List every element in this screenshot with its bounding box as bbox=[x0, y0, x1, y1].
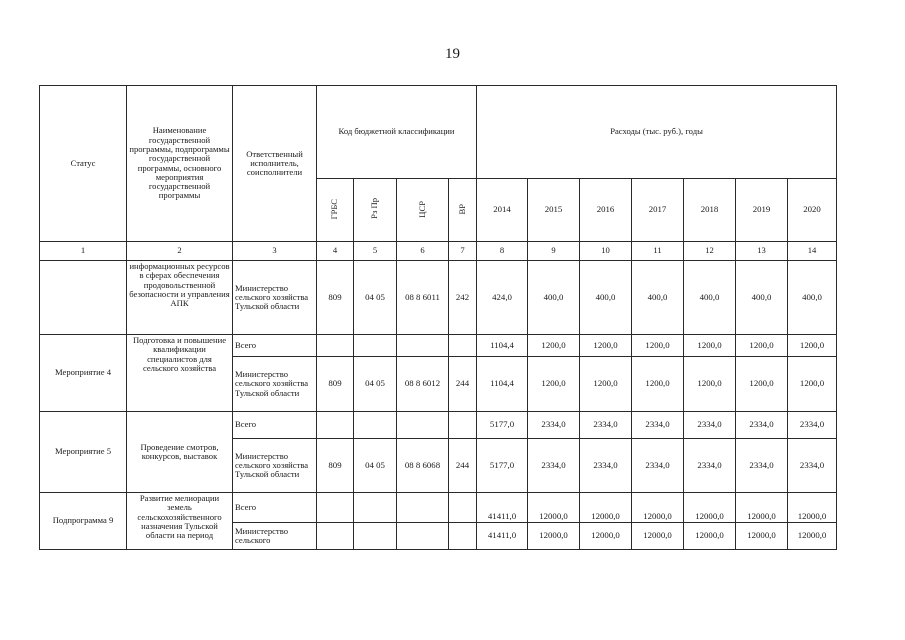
responsible-cell: Министерство сельского bbox=[233, 523, 317, 550]
vr-cell bbox=[449, 412, 477, 439]
grbs-cell bbox=[317, 335, 354, 357]
header-expenses: Расходы (тыс. руб.), годы bbox=[477, 86, 837, 179]
header-name: Наименование государственной программы, подпрограммы государственной программы, основного мероприятия государственной программы bbox=[127, 86, 233, 242]
rzpr-cell bbox=[354, 493, 397, 523]
header-year: 2020 bbox=[788, 179, 837, 242]
responsible-cell: Министерство сельского хозяйства Тульской области bbox=[233, 439, 317, 493]
header-code-csr: ЦСР bbox=[397, 179, 449, 242]
header-year: 2018 bbox=[684, 179, 736, 242]
value-cell: 5177,0 bbox=[477, 439, 528, 493]
value-cell: 12000,0 bbox=[528, 523, 580, 550]
value-cell: 1200,0 bbox=[528, 357, 580, 412]
value-cell: 1200,0 bbox=[788, 335, 837, 357]
csr-cell bbox=[397, 493, 449, 523]
column-number: 9 bbox=[528, 242, 580, 261]
value-cell: 2334,0 bbox=[528, 412, 580, 439]
value-cell: 1200,0 bbox=[632, 335, 684, 357]
value-cell: 2334,0 bbox=[580, 439, 632, 493]
column-number: 5 bbox=[354, 242, 397, 261]
header-year: 2015 bbox=[528, 179, 580, 242]
column-number: 7 bbox=[449, 242, 477, 261]
header-code-rzpr: Рз Пр bbox=[354, 179, 397, 242]
column-number: 4 bbox=[317, 242, 354, 261]
grbs-cell bbox=[317, 412, 354, 439]
value-cell: 400,0 bbox=[632, 261, 684, 335]
value-cell: 400,0 bbox=[788, 261, 837, 335]
vr-cell: 242 bbox=[449, 261, 477, 335]
column-number: 12 bbox=[684, 242, 736, 261]
header-year: 2016 bbox=[580, 179, 632, 242]
csr-cell bbox=[397, 412, 449, 439]
responsible-cell: Всего bbox=[233, 412, 317, 439]
value-cell: 2334,0 bbox=[632, 439, 684, 493]
csr-cell: 08 8 6012 bbox=[397, 357, 449, 412]
value-cell: 2334,0 bbox=[580, 412, 632, 439]
name-cell: Подготовка и повышение квалификации специалистов для сельского хозяйства bbox=[127, 335, 233, 412]
value-cell: 2334,0 bbox=[736, 439, 788, 493]
page-number: 19 bbox=[445, 46, 460, 62]
value-cell: 1104,4 bbox=[477, 335, 528, 357]
vr-cell bbox=[449, 335, 477, 357]
value-cell: 1200,0 bbox=[580, 335, 632, 357]
name-cell: Проведение смотров, конкурсов, выставок bbox=[127, 412, 233, 493]
status-cell: Мероприятие 5 bbox=[40, 412, 127, 493]
budget-table bbox=[39, 85, 837, 550]
value-cell: 424,0 bbox=[477, 261, 528, 335]
value-cell: 12000,0 bbox=[788, 523, 837, 550]
header-row-top bbox=[40, 86, 837, 179]
value-cell: 12000,0 bbox=[580, 523, 632, 550]
value-cell: 1104,4 bbox=[477, 357, 528, 412]
value-cell: 400,0 bbox=[736, 261, 788, 335]
value-cell: 2334,0 bbox=[632, 412, 684, 439]
value-cell: 1200,0 bbox=[736, 357, 788, 412]
vr-cell bbox=[449, 523, 477, 550]
csr-cell: 08 8 6068 bbox=[397, 439, 449, 493]
column-number-row bbox=[40, 242, 837, 261]
grbs-cell: 809 bbox=[317, 439, 354, 493]
header-year: 2019 bbox=[736, 179, 788, 242]
vr-cell: 244 bbox=[449, 439, 477, 493]
value-cell: 400,0 bbox=[528, 261, 580, 335]
status-cell bbox=[40, 261, 127, 335]
value-cell: 12000,0 bbox=[632, 493, 684, 523]
header-year: 2014 bbox=[477, 179, 528, 242]
responsible-cell: Министерство сельского хозяйства Тульской области bbox=[233, 357, 317, 412]
table-row bbox=[40, 335, 837, 357]
value-cell: 12000,0 bbox=[580, 493, 632, 523]
value-cell: 12000,0 bbox=[528, 493, 580, 523]
rzpr-cell bbox=[354, 335, 397, 357]
column-number: 6 bbox=[397, 242, 449, 261]
column-number: 3 bbox=[233, 242, 317, 261]
value-cell: 400,0 bbox=[684, 261, 736, 335]
value-cell: 41411,0 bbox=[477, 523, 528, 550]
value-cell: 12000,0 bbox=[632, 523, 684, 550]
status-cell: Мероприятие 4 bbox=[40, 335, 127, 412]
value-cell: 2334,0 bbox=[684, 412, 736, 439]
rzpr-cell bbox=[354, 412, 397, 439]
csr-cell bbox=[397, 523, 449, 550]
column-number: 1 bbox=[40, 242, 127, 261]
value-cell: 1200,0 bbox=[632, 357, 684, 412]
column-number: 11 bbox=[632, 242, 684, 261]
grbs-cell bbox=[317, 493, 354, 523]
value-cell: 12000,0 bbox=[736, 523, 788, 550]
vr-cell: 244 bbox=[449, 357, 477, 412]
value-cell: 1200,0 bbox=[736, 335, 788, 357]
header-status: Статус bbox=[40, 86, 127, 242]
value-cell: 1200,0 bbox=[528, 335, 580, 357]
value-cell: 2334,0 bbox=[528, 439, 580, 493]
value-cell: 1200,0 bbox=[788, 357, 837, 412]
value-cell: 2334,0 bbox=[736, 412, 788, 439]
column-number: 14 bbox=[788, 242, 837, 261]
value-cell: 5177,0 bbox=[477, 412, 528, 439]
csr-cell: 08 8 6011 bbox=[397, 261, 449, 335]
responsible-cell: Всего bbox=[233, 493, 317, 523]
responsible-cell: Всего bbox=[233, 335, 317, 357]
responsible-cell: Министерство сельского хозяйства Тульской области bbox=[233, 261, 317, 335]
rzpr-cell: 04 05 bbox=[354, 261, 397, 335]
header-code-vr: ВР bbox=[449, 179, 477, 242]
rzpr-cell bbox=[354, 523, 397, 550]
column-number: 8 bbox=[477, 242, 528, 261]
column-number: 10 bbox=[580, 242, 632, 261]
header-year: 2017 bbox=[632, 179, 684, 242]
value-cell: 12000,0 bbox=[684, 493, 736, 523]
value-cell: 2334,0 bbox=[788, 439, 837, 493]
column-number: 13 bbox=[736, 242, 788, 261]
value-cell: 2334,0 bbox=[788, 412, 837, 439]
rzpr-cell: 04 05 bbox=[354, 357, 397, 412]
value-cell: 1200,0 bbox=[684, 335, 736, 357]
value-cell: 41411,0 bbox=[477, 493, 528, 523]
value-cell: 1200,0 bbox=[684, 357, 736, 412]
value-cell: 12000,0 bbox=[736, 493, 788, 523]
value-cell: 12000,0 bbox=[788, 493, 837, 523]
column-number: 2 bbox=[127, 242, 233, 261]
header-code-grbs: ГРБС bbox=[317, 179, 354, 242]
grbs-cell bbox=[317, 523, 354, 550]
grbs-cell: 809 bbox=[317, 357, 354, 412]
grbs-cell: 809 bbox=[317, 261, 354, 335]
csr-cell bbox=[397, 335, 449, 357]
value-cell: 2334,0 bbox=[684, 439, 736, 493]
value-cell: 1200,0 bbox=[580, 357, 632, 412]
value-cell: 12000,0 bbox=[684, 523, 736, 550]
rzpr-cell: 04 05 bbox=[354, 439, 397, 493]
header-budget-code: Код бюджетной классификации bbox=[317, 86, 477, 179]
name-cell: Развитие мелиорации земель сельскохозяйственного назначения Тульской области на период bbox=[127, 493, 233, 550]
vr-cell bbox=[449, 493, 477, 523]
name-cell: информационных ресурсов в сферах обеспечения продовольственной безопасности и управления АПК bbox=[127, 261, 233, 335]
value-cell: 400,0 bbox=[580, 261, 632, 335]
table-row bbox=[40, 493, 837, 523]
table-row bbox=[40, 261, 837, 335]
header-responsible: Ответственный исполнитель, соисполнители bbox=[233, 86, 317, 242]
status-cell: Подпрограмма 9 bbox=[40, 493, 127, 550]
table-row bbox=[40, 412, 837, 439]
